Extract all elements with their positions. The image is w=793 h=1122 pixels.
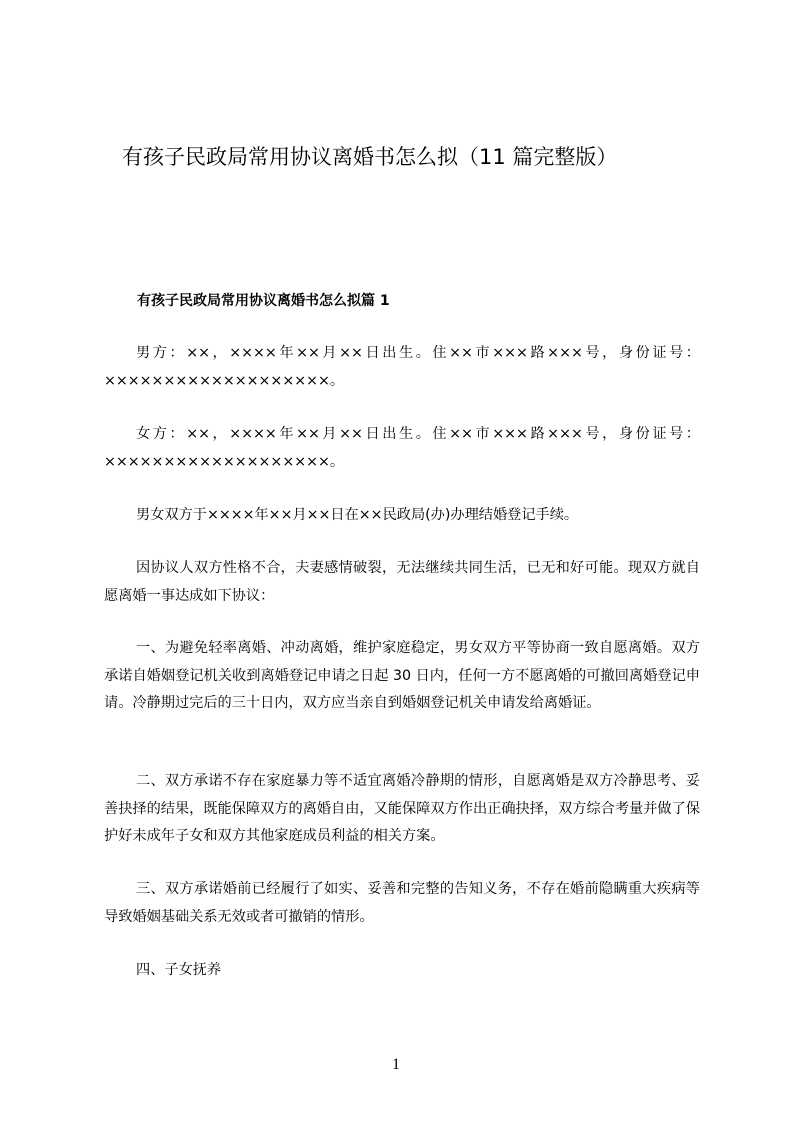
paragraph-husband-info: 男方：××，××××年××月××日出生。住××市×××路×××号，身份证号：×××××××××××××××××××。: [104, 345, 700, 389]
document-title: 有孩子民政局常用协议离婚书怎么拟（11 篇完整版）: [122, 145, 618, 169]
paragraph-clause-4-heading: 四、子女抚养: [136, 962, 222, 978]
paragraph-wife-info: 女方：××，××××年××月××日出生。住××市×××路×××号，身份证号：×××××××××××××××××××。: [104, 426, 700, 470]
paragraph-divorce-reason: 因协议人双方性格不合，夫妻感情破裂，无法继续共同生活，已无和好可能。现双方就自愿离婚一事达成如下协议：: [104, 560, 700, 604]
section-heading: 有孩子民政局常用协议离婚书怎么拟篇 1: [137, 293, 390, 309]
paragraph-clause-2: 二、双方承诺不存在家庭暴力等不适宜离婚冷静期的情形，自愿离婚是双方冷静思考、妥善抉择的结果，既能保障双方的离婚自由，又能保障双方作出正确抉择，双方综合考量并做了保护好未成年子女和双方其他家庭成员利益的相关方案。: [104, 773, 700, 844]
page-number: 1: [392, 1056, 400, 1073]
paragraph-marriage-registration: 男女双方于××××年××月××日在××民政局(办)办理结婚登记手续。: [136, 507, 579, 523]
paragraph-clause-3: 三、双方承诺婚前已经履行了如实、妥善和完整的告知义务，不存在婚前隐瞒重大疾病等导致婚姻基础关系无效或者可撤销的情形。: [104, 881, 700, 925]
paragraph-clause-1: 一、为避免轻率离婚、冲动离婚，维护家庭稳定，男女双方平等协商一致自愿离婚。双方承诺自婚姻登记机关收到离婚登记申请之日起 30 日内，任何一方不愿离婚的可撤回离婚登记申请。冷静期过完后的三十日内，双方应当亲自到婚姻登记机关申请发给离婚证。: [104, 640, 700, 711]
